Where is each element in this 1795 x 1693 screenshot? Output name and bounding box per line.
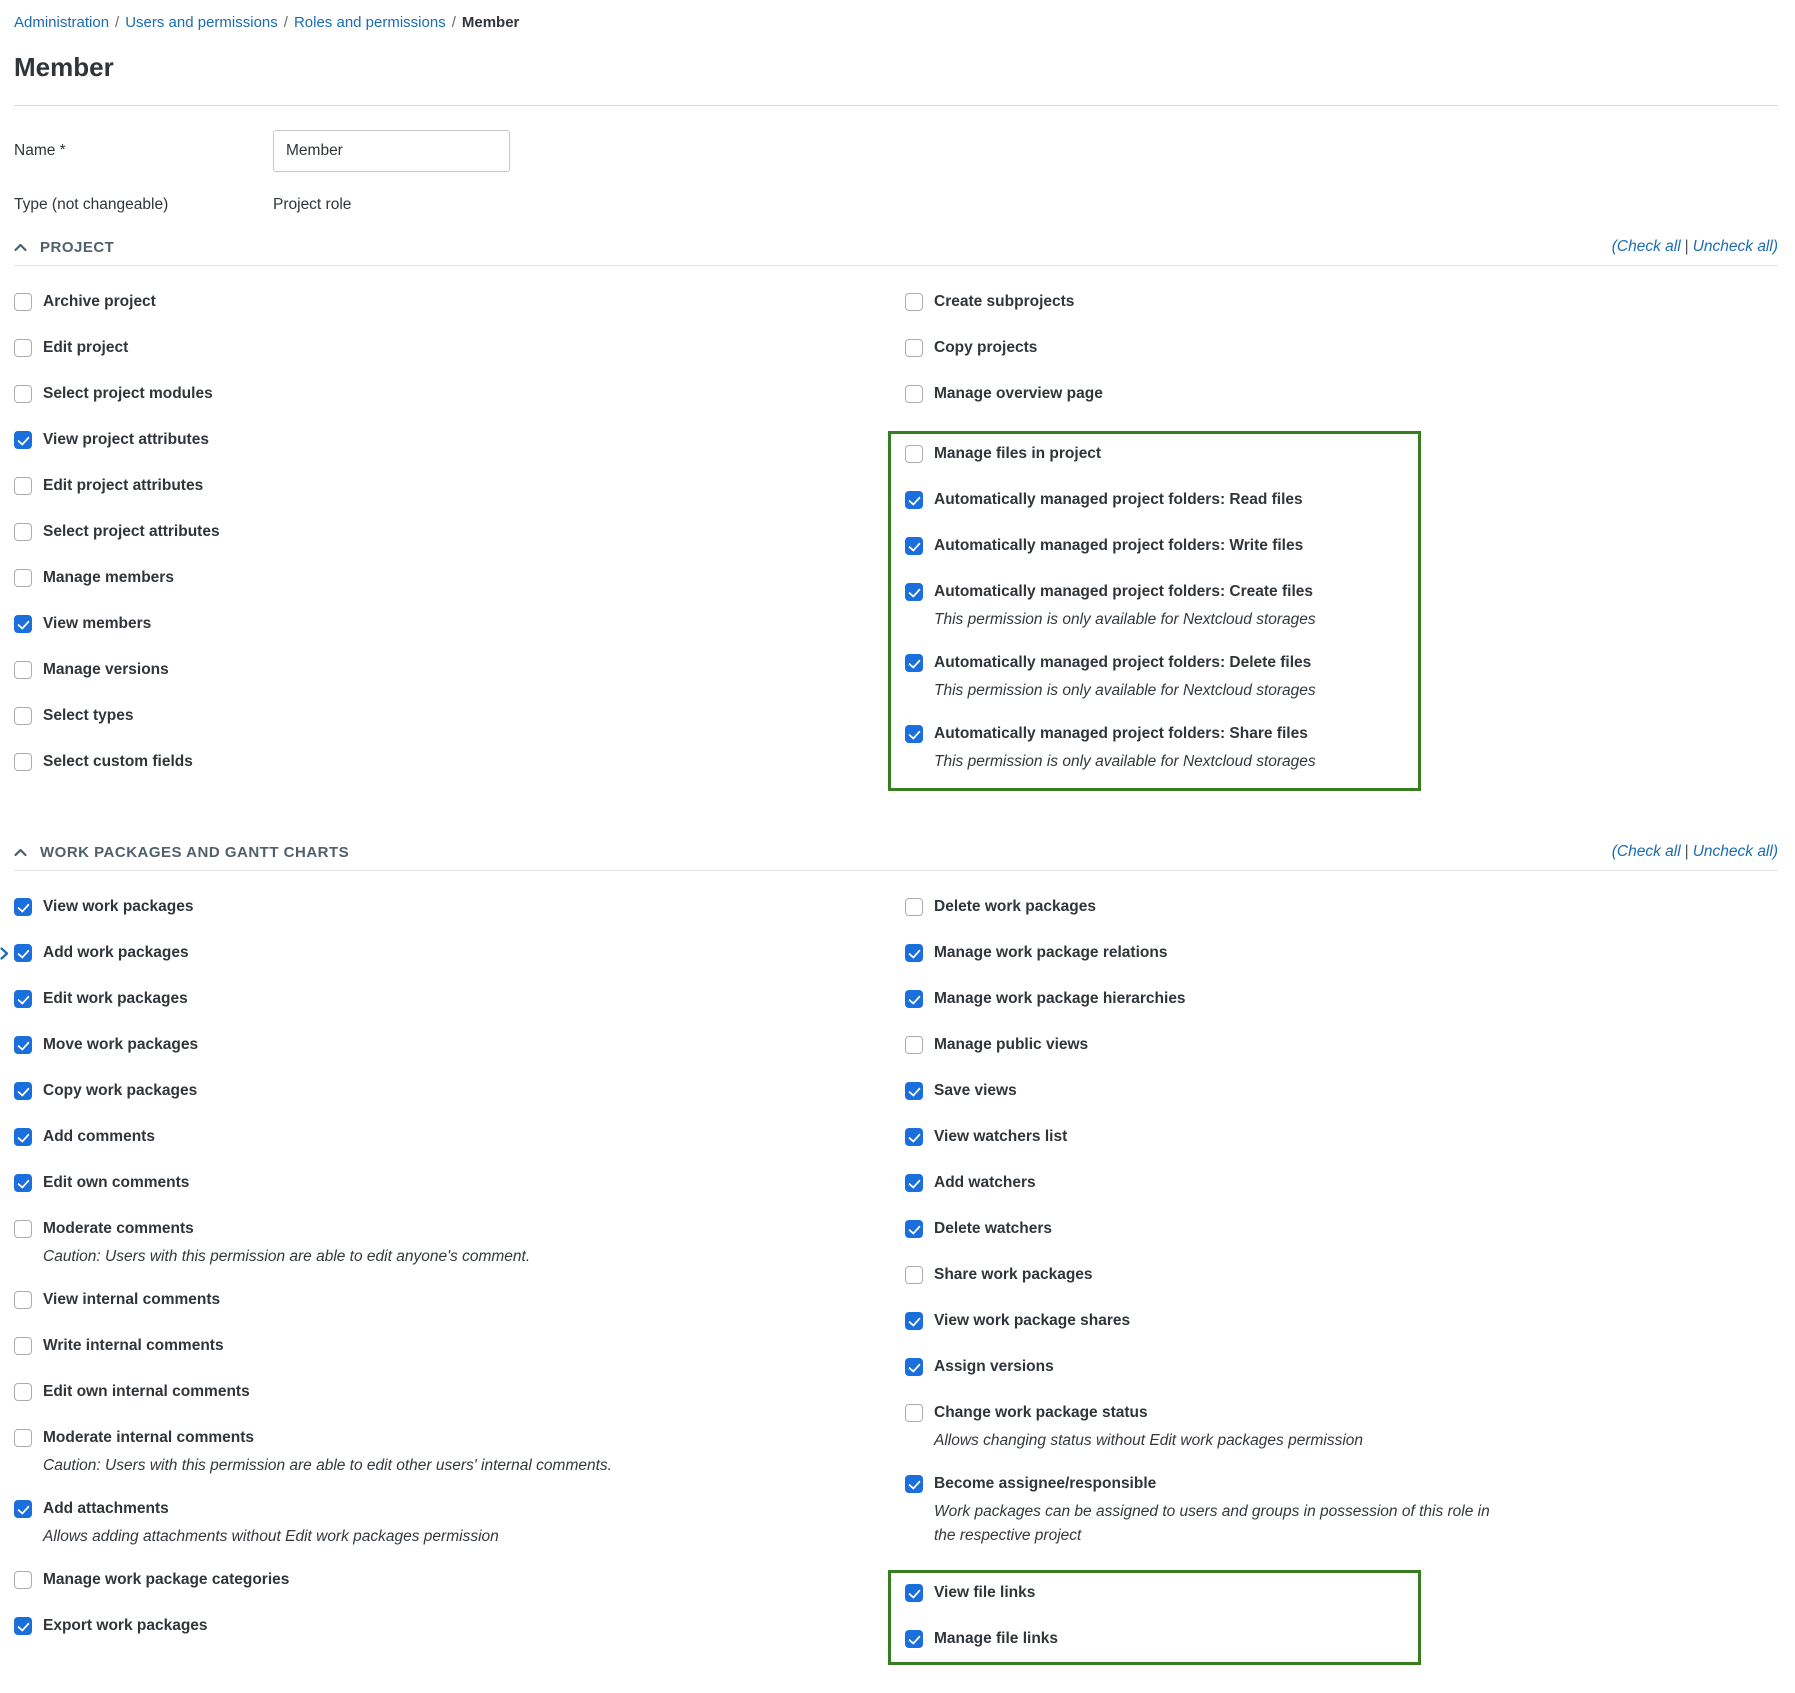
permission-label[interactable]: View work package shares <box>934 1312 1131 1329</box>
permission-label[interactable]: Automatically managed project folders: Write files <box>934 537 1304 554</box>
permission-label[interactable]: Manage work package categories <box>43 1571 290 1588</box>
permission-item-automatically-managed-project-folders-write-files <box>905 537 1418 555</box>
permission-column-left <box>14 898 890 1693</box>
breadcrumb-separator: / <box>115 14 120 31</box>
permission-label[interactable]: Select custom fields <box>43 753 193 770</box>
section-work-packages <box>14 843 1778 1693</box>
checkbox-add-comments[interactable] <box>14 1128 32 1146</box>
checkbox-view-file-links[interactable] <box>905 1584 923 1602</box>
permission-column-right <box>890 898 1778 1693</box>
checkbox-edit-work-packages[interactable] <box>14 990 32 1008</box>
permission-label[interactable]: View members <box>43 615 152 632</box>
permission-label[interactable]: Automatically managed project folders: Delete files <box>934 654 1312 671</box>
permission-item-add-comments <box>14 1128 890 1146</box>
permission-item-add-watchers <box>905 1174 1778 1192</box>
permission-item-edit-own-comments <box>14 1174 890 1192</box>
permission-item-manage-work-package-relations <box>905 944 1778 962</box>
permission-item-automatically-managed-project-folders-read-files <box>905 491 1418 509</box>
permission-item-save-views <box>905 1082 1778 1100</box>
permission-note: This permission is only available for Nextcloud storages <box>934 753 1316 770</box>
breadcrumb <box>14 14 1778 31</box>
permission-item-manage-public-views <box>905 1036 1778 1054</box>
permission-label[interactable]: Manage members <box>43 569 174 586</box>
checkbox-write-internal-comments[interactable] <box>14 1337 32 1355</box>
permission-note: Allows changing status without Edit work packages permission <box>934 1432 1364 1449</box>
checkbox-edit-project-attributes[interactable] <box>14 477 32 495</box>
checkbox-delete-work-packages[interactable] <box>905 898 923 916</box>
permission-item-export-work-packages <box>14 1617 890 1635</box>
permission-label[interactable]: Add watchers <box>934 1174 1036 1191</box>
permission-label[interactable]: Delete work packages <box>934 898 1096 915</box>
highlight-box <box>888 1570 1421 1665</box>
checkbox-edit-own-comments[interactable] <box>14 1174 32 1192</box>
type-row <box>14 196 1778 214</box>
permission-label[interactable]: Assign versions <box>934 1358 1054 1375</box>
permission-item-moderate-comments <box>14 1220 890 1269</box>
permission-column-right <box>890 293 1778 819</box>
checkbox-delete-watchers[interactable] <box>905 1220 923 1238</box>
permission-item-add-attachments <box>14 1500 890 1549</box>
permission-item-manage-overview-page <box>905 385 1778 403</box>
highlight-box <box>888 431 1421 791</box>
checkbox-automatically-managed-project-folders-delete-files[interactable] <box>905 654 923 672</box>
checkbox-view-internal-comments[interactable] <box>14 1291 32 1309</box>
checkbox-share-work-packages[interactable] <box>905 1266 923 1284</box>
checkbox-select-project-attributes[interactable] <box>14 523 32 541</box>
permission-item-become-assignee-responsible <box>905 1475 1778 1548</box>
checkbox-manage-versions[interactable] <box>14 661 32 679</box>
checkbox-manage-work-package-relations[interactable] <box>905 944 923 962</box>
permission-item-view-watchers-list <box>905 1128 1778 1146</box>
checkbox-manage-public-views[interactable] <box>905 1036 923 1054</box>
type-label: Type (not changeable) <box>14 196 169 213</box>
checkbox-view-watchers-list[interactable] <box>905 1128 923 1146</box>
permission-label[interactable]: Delete watchers <box>934 1220 1053 1237</box>
permission-item-copy-projects <box>905 339 1778 357</box>
section-title: PROJECT <box>40 239 115 256</box>
permission-label[interactable]: Automatically managed project folders: Share files <box>934 725 1308 742</box>
checkbox-select-custom-fields[interactable] <box>14 753 32 771</box>
checkbox-add-attachments[interactable] <box>14 1500 32 1518</box>
permission-item-archive-project <box>14 293 890 311</box>
checkbox-become-assignee-responsible[interactable] <box>905 1475 923 1493</box>
permission-note: Allows adding attachments without Edit work packages permission <box>43 1528 499 1545</box>
permission-item-select-custom-fields <box>14 753 890 771</box>
permission-label[interactable]: View watchers list <box>934 1128 1068 1145</box>
permission-label[interactable]: Manage overview page <box>934 385 1103 402</box>
permission-item-edit-project-attributes <box>14 477 890 495</box>
section-title: WORK PACKAGES AND GANTT CHARTS <box>40 844 350 861</box>
permission-label[interactable]: Manage file links <box>934 1630 1059 1647</box>
checkbox-manage-work-package-hierarchies[interactable] <box>905 990 923 1008</box>
permission-item-copy-work-packages <box>14 1082 890 1100</box>
checkbox-edit-own-internal-comments[interactable] <box>14 1383 32 1401</box>
permission-label[interactable]: Edit own internal comments <box>43 1383 250 1400</box>
type-value: Project role <box>273 196 352 213</box>
permission-item-view-internal-comments <box>14 1291 890 1309</box>
chevron-up-icon <box>14 243 27 252</box>
check-links: (Check all | Uncheck all) <box>1611 843 1778 860</box>
permission-label[interactable]: Manage work package relations <box>934 944 1168 961</box>
permission-item-view-work-package-shares <box>905 1312 1778 1330</box>
permission-item-view-members <box>14 615 890 633</box>
permission-item-view-file-links <box>905 1584 1418 1602</box>
permission-item-edit-own-internal-comments <box>14 1383 890 1401</box>
permission-label[interactable]: Edit project <box>43 339 129 356</box>
permission-label[interactable]: Moderate comments <box>43 1220 194 1237</box>
permission-label[interactable]: Moderate internal comments <box>43 1429 255 1446</box>
breadcrumb-link-roles-and-permissions[interactable]: Roles and permissions <box>293 14 446 31</box>
checkbox-manage-file-links[interactable] <box>905 1630 923 1648</box>
permission-label[interactable]: Create subprojects <box>934 293 1075 310</box>
permission-label[interactable]: Select project attributes <box>43 523 220 540</box>
permission-item-automatically-managed-project-folders-delete-files <box>905 654 1418 703</box>
permission-label[interactable]: View internal comments <box>43 1291 221 1308</box>
breadcrumb-link-users-and-permissions[interactable]: Users and permissions <box>125 14 278 31</box>
checkbox-move-work-packages[interactable] <box>14 1036 32 1054</box>
permission-label[interactable]: Automatically managed project folders: Read files <box>934 491 1303 508</box>
permission-item-select-project-attributes <box>14 523 890 541</box>
permission-item-delete-work-packages <box>905 898 1778 916</box>
permission-label[interactable]: Write internal comments <box>43 1337 224 1354</box>
checkbox-manage-members[interactable] <box>14 569 32 587</box>
uncheck-all-link[interactable]: Uncheck all <box>1692 843 1773 860</box>
title-divider <box>14 105 1778 106</box>
permission-item-manage-members <box>14 569 890 587</box>
permission-label[interactable]: View work packages <box>43 898 194 915</box>
permission-item-manage-work-package-categories <box>14 1571 890 1589</box>
permission-grid <box>14 266 1778 819</box>
checkbox-copy-projects[interactable] <box>905 339 923 357</box>
permission-label[interactable]: Edit own comments <box>43 1174 190 1191</box>
permission-label[interactable]: Archive project <box>43 293 156 310</box>
permission-item-edit-work-packages <box>14 990 890 1008</box>
permission-item-manage-file-links <box>905 1630 1418 1648</box>
permission-label[interactable]: Save views <box>934 1082 1017 1099</box>
permission-label[interactable]: Move work packages <box>43 1036 199 1053</box>
check-all-link[interactable]: Check all <box>1616 238 1681 255</box>
permission-label[interactable]: Automatically managed project folders: Create files <box>934 583 1313 600</box>
page-title: Member <box>14 52 114 82</box>
permission-item-manage-work-package-hierarchies <box>905 990 1778 1008</box>
checkbox-view-project-attributes[interactable] <box>14 431 32 449</box>
permission-item-select-project-modules <box>14 385 890 403</box>
checkbox-manage-files-in-project[interactable] <box>905 445 923 463</box>
checkbox-automatically-managed-project-folders-create-files[interactable] <box>905 583 923 601</box>
permission-label[interactable]: Manage versions <box>43 661 169 678</box>
checkbox-view-members[interactable] <box>14 615 32 633</box>
checkbox-select-project-modules[interactable] <box>14 385 32 403</box>
name-row <box>14 130 1778 172</box>
checkbox-view-work-package-shares[interactable] <box>905 1312 923 1330</box>
permission-note: Caution: Users with this permission are able to edit other users' internal comments. <box>43 1457 612 1474</box>
permission-label[interactable]: Select project modules <box>43 385 213 402</box>
checkbox-automatically-managed-project-folders-write-files[interactable] <box>905 537 923 555</box>
permission-column-left <box>14 293 890 819</box>
breadcrumb-separator: / <box>283 14 288 31</box>
checkbox-moderate-comments[interactable] <box>14 1220 32 1238</box>
chevron-right-icon <box>0 947 9 960</box>
permission-item-assign-versions <box>905 1358 1778 1376</box>
checkbox-edit-project[interactable] <box>14 339 32 357</box>
permission-item-change-work-package-status <box>905 1404 1778 1453</box>
section-collapse-toggle[interactable] <box>14 239 114 256</box>
role-form <box>14 130 1778 214</box>
checkbox-assign-versions[interactable] <box>905 1358 923 1376</box>
permission-note: Caution: Users with this permission are able to edit anyone's comment. <box>43 1248 531 1265</box>
permission-grid <box>14 871 1778 1693</box>
permission-label[interactable]: Manage work package hierarchies <box>934 990 1186 1007</box>
permission-label[interactable]: Change work package status <box>934 1404 1148 1421</box>
checkbox-add-watchers[interactable] <box>905 1174 923 1192</box>
permission-item-automatically-managed-project-folders-share-files <box>905 725 1418 774</box>
checkbox-save-views[interactable] <box>905 1082 923 1100</box>
checkbox-manage-work-package-categories[interactable] <box>14 1571 32 1589</box>
permission-label[interactable]: Edit project attributes <box>43 477 204 494</box>
checkbox-create-subprojects[interactable] <box>905 293 923 311</box>
permission-item-moderate-internal-comments <box>14 1429 890 1478</box>
checkbox-archive-project[interactable] <box>14 293 32 311</box>
permission-label[interactable]: Manage files in project <box>934 445 1102 462</box>
permission-label[interactable]: Manage public views <box>934 1036 1089 1053</box>
permission-label[interactable]: Add attachments <box>43 1500 169 1517</box>
permission-note: This permission is only available for Nextcloud storages <box>934 682 1316 699</box>
permission-item-share-work-packages <box>905 1266 1778 1284</box>
permission-item-view-project-attributes <box>14 431 890 449</box>
breadcrumb-separator: / <box>451 14 456 31</box>
permission-label[interactable]: Copy projects <box>934 339 1038 356</box>
permission-item-move-work-packages <box>14 1036 890 1054</box>
checkbox-copy-work-packages[interactable] <box>14 1082 32 1100</box>
breadcrumb-link-administration[interactable]: Administration <box>14 14 110 31</box>
permission-item-edit-project <box>14 339 890 357</box>
permission-label[interactable]: Copy work packages <box>43 1082 198 1099</box>
uncheck-all-link[interactable]: Uncheck all <box>1692 238 1773 255</box>
permission-item-select-types <box>14 707 890 725</box>
section-project <box>14 238 1778 819</box>
permission-label[interactable]: View project attributes <box>43 431 209 448</box>
section-header-project <box>14 238 1778 266</box>
permission-item-automatically-managed-project-folders-create-files <box>905 583 1418 632</box>
permission-label[interactable]: Become assignee/responsible <box>934 1475 1157 1492</box>
breadcrumb-current: Member <box>461 14 520 31</box>
name-input[interactable] <box>273 130 510 172</box>
permission-note: Work packages can be assigned to users and groups in possession of this role in the respective project <box>934 1503 1490 1544</box>
checkbox-select-types[interactable] <box>14 707 32 725</box>
permission-item-view-work-packages <box>14 898 890 916</box>
permission-item-manage-versions <box>14 661 890 679</box>
check-links: (Check all | Uncheck all) <box>1611 238 1778 255</box>
section-collapse-toggle[interactable] <box>14 844 349 861</box>
checkbox-automatically-managed-project-folders-read-files[interactable] <box>905 491 923 509</box>
checkbox-automatically-managed-project-folders-share-files[interactable] <box>905 725 923 743</box>
checkbox-view-work-packages[interactable] <box>14 898 32 916</box>
permission-item-manage-files-in-project <box>905 445 1418 463</box>
permission-item-add-work-packages <box>14 944 890 962</box>
chevron-up-icon <box>14 848 27 857</box>
permission-label[interactable]: Export work packages <box>43 1617 208 1634</box>
permission-item-write-internal-comments <box>14 1337 890 1355</box>
checkbox-change-work-package-status[interactable] <box>905 1404 923 1422</box>
checkbox-export-work-packages[interactable] <box>14 1617 32 1635</box>
permission-label[interactable]: Edit work packages <box>43 990 188 1007</box>
permission-item-delete-watchers <box>905 1220 1778 1238</box>
section-header-work-packages <box>14 843 1778 871</box>
permission-label[interactable]: Add comments <box>43 1128 155 1145</box>
checkbox-manage-overview-page[interactable] <box>905 385 923 403</box>
checkbox-add-work-packages[interactable] <box>14 944 32 962</box>
check-all-link[interactable]: Check all <box>1616 843 1681 860</box>
name-label: Name * <box>14 142 66 159</box>
permission-label[interactable]: Add work packages <box>43 944 189 961</box>
checkbox-moderate-internal-comments[interactable] <box>14 1429 32 1447</box>
permission-label[interactable]: Share work packages <box>934 1266 1093 1283</box>
permission-note: This permission is only available for Nextcloud storages <box>934 611 1316 628</box>
permission-label[interactable]: Select types <box>43 707 134 724</box>
permission-label[interactable]: View file links <box>934 1584 1036 1601</box>
permission-item-create-subprojects <box>905 293 1778 311</box>
